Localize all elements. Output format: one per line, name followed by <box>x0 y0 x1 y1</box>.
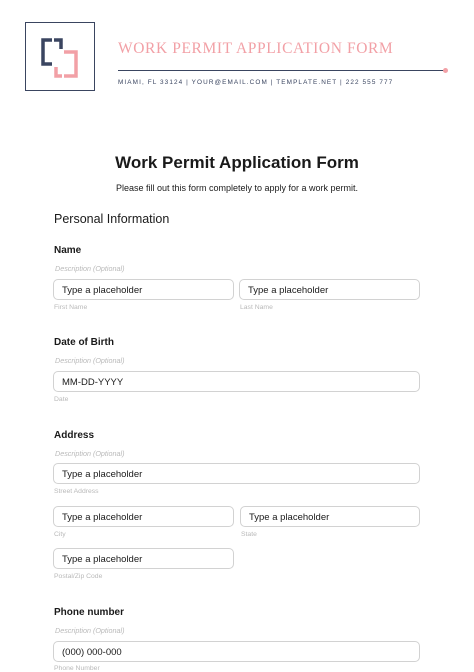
phone-sublabel: Phone Number <box>54 665 100 672</box>
dob-label: Date of Birth <box>54 337 114 348</box>
header-divider-dot <box>443 68 448 73</box>
dob-input[interactable] <box>53 371 420 392</box>
dob-sublabel: Date <box>54 396 69 403</box>
state-input[interactable] <box>240 506 420 527</box>
last-name-input[interactable] <box>239 279 420 300</box>
form-subtitle: Please fill out this form completely to apply for a work permit. <box>115 183 359 193</box>
phone-input[interactable] <box>53 641 420 662</box>
name-label: Name <box>54 245 82 256</box>
logo <box>25 22 95 91</box>
name-description: Description (Optional) <box>55 264 125 273</box>
zip-placeholder: Type a placeholder <box>62 554 143 565</box>
street-address-placeholder: Type a placeholder <box>62 469 143 480</box>
first-name-input[interactable] <box>53 279 234 300</box>
state-sublabel: State <box>241 531 257 538</box>
last-name-sublabel: Last Name <box>240 304 273 311</box>
city-placeholder: Type a placeholder <box>62 512 143 523</box>
city-input[interactable] <box>53 506 234 527</box>
dob-placeholder: MM-DD-YYYY <box>62 377 124 388</box>
dob-description: Description (Optional) <box>55 356 125 365</box>
phone-description: Description (Optional) <box>55 626 125 635</box>
brand-title: WORK PERMIT APPLICATION FORM <box>118 40 394 57</box>
zip-input[interactable] <box>53 548 234 569</box>
header-divider <box>118 70 445 71</box>
contact-line: MIAMI, FL 33124 | YOUR@EMAIL.COM | TEMPLATE.NET | 222 555 777 <box>118 79 394 86</box>
phone-placeholder: (000) 000-000 <box>62 647 122 658</box>
state-placeholder: Type a placeholder <box>249 512 330 523</box>
street-address-input[interactable] <box>53 463 420 484</box>
last-name-placeholder: Type a placeholder <box>248 285 329 296</box>
city-sublabel: City <box>54 531 66 538</box>
address-description: Description (Optional) <box>55 449 125 458</box>
first-name-sublabel: First Name <box>54 304 88 311</box>
street-address-sublabel: Street Address <box>54 488 99 495</box>
first-name-placeholder: Type a placeholder <box>62 285 143 296</box>
address-label: Address <box>54 430 95 441</box>
bracket-logo-icon <box>40 38 80 78</box>
zip-sublabel: Postal/Zip Code <box>54 573 103 580</box>
phone-label: Phone number <box>54 607 125 618</box>
form-title: Work Permit Application Form <box>115 153 359 172</box>
section-heading-personal: Personal Information <box>54 212 170 226</box>
